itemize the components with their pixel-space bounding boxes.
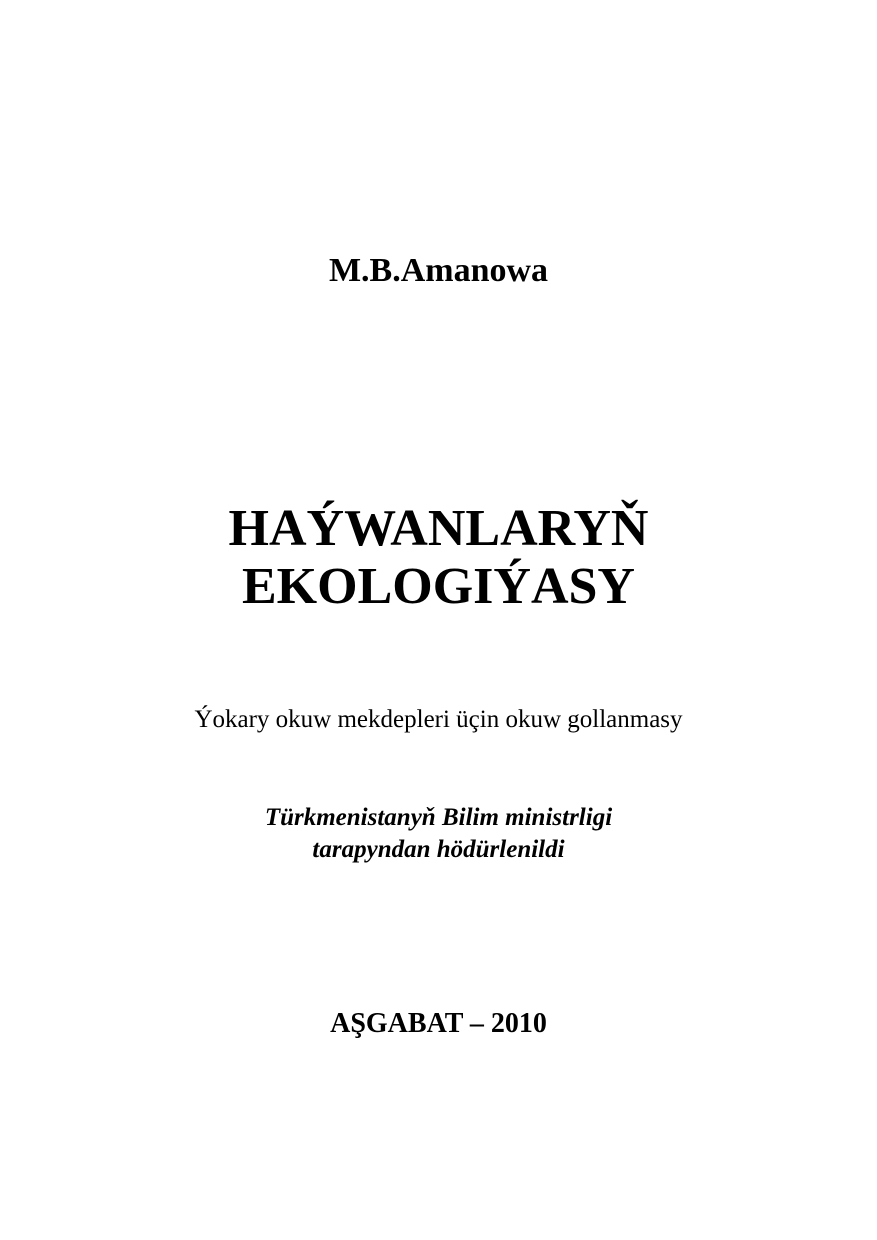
ministry-approval-line-2: tarapyndan hödürlenildi bbox=[312, 836, 565, 863]
book-title-line-2: EKOLOGIÝASY bbox=[242, 558, 635, 615]
book-subtitle: Ýokary okuw mekdepleri üçin okuw gollanmasy bbox=[194, 706, 683, 733]
author-name: M.B.Amanowa bbox=[328, 252, 549, 289]
ministry-approval-line-1: Türkmenistanyň Bilim ministrligi bbox=[264, 804, 613, 831]
book-title-line-1: HAÝWANLARYŇ bbox=[228, 500, 649, 557]
place-and-year: AŞGABAT – 2010 bbox=[330, 1008, 547, 1039]
book-title bbox=[0, 500, 877, 616]
ministry-approval bbox=[0, 802, 877, 866]
